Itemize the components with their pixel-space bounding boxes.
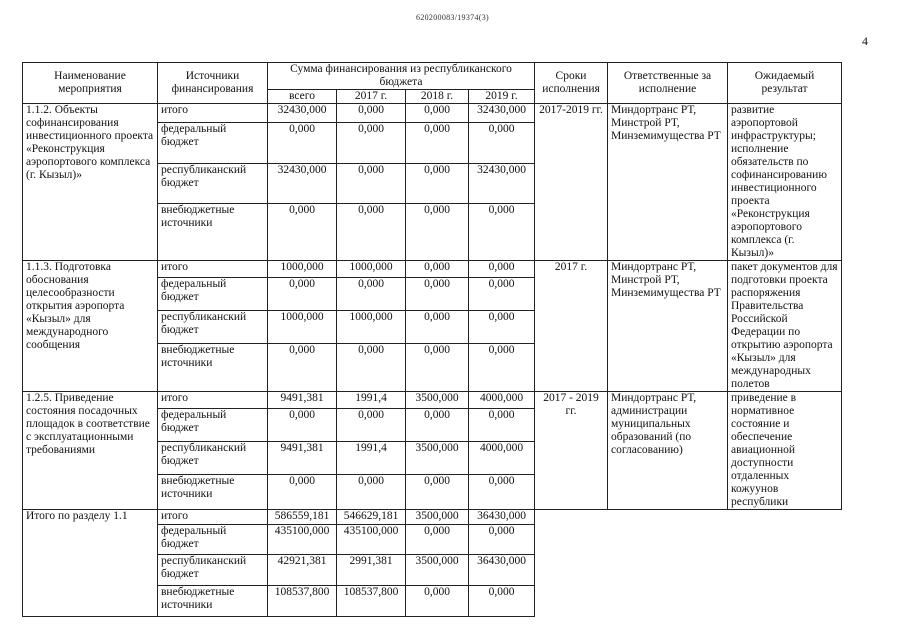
value-2017: 1991,4 (337, 392, 406, 409)
value-total: 0,000 (268, 474, 337, 509)
header-2017: 2017 г. (337, 90, 406, 104)
value-total: 1000,000 (268, 261, 337, 278)
item-responsible: Миндортранс РТ, Минстрой РТ, Минземимущества РТ (608, 261, 728, 392)
value-2019: 4000,000 (469, 392, 535, 409)
empty-cell (535, 510, 842, 617)
value-total: 42921,381 (268, 555, 337, 586)
value-2018: 0,000 (406, 409, 469, 442)
item-terms: 2017-2019 гг. (535, 104, 608, 261)
value-2017: 1000,000 (337, 310, 406, 343)
summary-name: Итого по разделу 1.1 (23, 510, 158, 617)
value-2017: 435100,000 (337, 525, 406, 555)
value-total: 1000,000 (268, 310, 337, 343)
header-name: Наименование мероприятия (23, 63, 158, 104)
source-label: итого (158, 261, 268, 278)
table-row (23, 261, 842, 278)
item-responsible: Миндортранс РТ, администрации муниципальных образований (по согласованию) (608, 392, 728, 510)
value-total: 32430,000 (268, 163, 337, 203)
item-name: 1.2.5. Приведение состояния посадочных площадок в соответствие с эксплуатационными требованиями (23, 392, 158, 510)
value-2017: 0,000 (337, 163, 406, 203)
value-2017: 0,000 (337, 474, 406, 509)
header-2019: 2019 г. (469, 90, 535, 104)
value-total: 0,000 (268, 277, 337, 310)
source-label: внебюджетные источники (158, 586, 268, 617)
value-2017: 0,000 (337, 277, 406, 310)
value-2019: 32430,000 (469, 104, 535, 123)
funding-table (22, 62, 842, 617)
source-label: республиканский бюджет (158, 555, 268, 586)
source-label: республиканский бюджет (158, 441, 268, 474)
value-2019: 0,000 (469, 525, 535, 555)
value-2017: 1991,4 (337, 441, 406, 474)
document-id: 620200083/19374(3) (416, 13, 489, 22)
source-label: федеральный бюджет (158, 409, 268, 442)
value-2019: 36430,000 (469, 510, 535, 525)
value-2019: 0,000 (469, 409, 535, 442)
value-2018: 0,000 (406, 123, 469, 163)
value-total: 9491,381 (268, 441, 337, 474)
value-total: 0,000 (268, 203, 337, 260)
value-2019: 36430,000 (469, 555, 535, 586)
item-terms: 2017 - 2019 гг. (535, 392, 608, 510)
value-2018: 3500,000 (406, 441, 469, 474)
value-total: 435100,000 (268, 525, 337, 555)
item-terms: 2017 г. (535, 261, 608, 392)
source-label: федеральный бюджет (158, 525, 268, 555)
value-2018: 0,000 (406, 310, 469, 343)
value-2017: 108537,800 (337, 586, 406, 617)
source-label: итого (158, 392, 268, 409)
table-row (23, 104, 842, 123)
value-2017: 546629,181 (337, 510, 406, 525)
page-number: 4 (862, 34, 868, 48)
source-label: федеральный бюджет (158, 277, 268, 310)
header-terms: Сроки исполнения (535, 63, 608, 104)
value-2017: 0,000 (337, 104, 406, 123)
source-label: итого (158, 510, 268, 525)
item-result: пакет документов для подготовки проекта распоряжения Правительства Российской Федерации по открытию аэропорта «Кызыл» для международных полетов (728, 261, 842, 392)
header-funding: Сумма финансирования из республиканского бюджета (268, 63, 535, 90)
value-2018: 0,000 (406, 343, 469, 391)
value-2018: 3500,000 (406, 392, 469, 409)
value-2018: 0,000 (406, 203, 469, 260)
value-2019: 0,000 (469, 203, 535, 260)
table-row (23, 392, 842, 409)
source-label: внебюджетные источники (158, 203, 268, 260)
value-2019: 0,000 (469, 474, 535, 509)
value-total: 9491,381 (268, 392, 337, 409)
value-2017: 2991,381 (337, 555, 406, 586)
value-2018: 3500,000 (406, 555, 469, 586)
value-total: 108537,800 (268, 586, 337, 617)
value-2017: 1000,000 (337, 261, 406, 278)
value-2017: 0,000 (337, 123, 406, 163)
value-2018: 0,000 (406, 525, 469, 555)
header-total: всего (268, 90, 337, 104)
value-2017: 0,000 (337, 409, 406, 442)
value-2018: 0,000 (406, 586, 469, 617)
value-2019: 32430,000 (469, 163, 535, 203)
value-2019: 0,000 (469, 343, 535, 391)
source-label: республиканский бюджет (158, 310, 268, 343)
source-label: федеральный бюджет (158, 123, 268, 163)
item-name: 1.1.3. Подготовка обоснования целесообразности открытия аэропорта «Кызыл» для международного сообщения (23, 261, 158, 392)
source-label: внебюджетные источники (158, 343, 268, 391)
item-result: развитие аэропортовой инфраструктуры; исполнение обязательств по софинансированию инвестиционного проекта «Реконструкция аэропортового комплекса (г. Кызыл)» (728, 104, 842, 261)
header-2018: 2018 г. (406, 90, 469, 104)
value-2018: 0,000 (406, 163, 469, 203)
value-total: 586559,181 (268, 510, 337, 525)
value-2019: 0,000 (469, 123, 535, 163)
header-result: Ожидаемый результат (728, 63, 842, 104)
header-sources: Источники финансирования (158, 63, 268, 104)
value-2017: 0,000 (337, 203, 406, 260)
value-2018: 0,000 (406, 474, 469, 509)
source-label: республиканский бюджет (158, 163, 268, 203)
item-result: приведение в нормативное состояние и обеспечение авиационной доступности отдаленных кожуунов республики (728, 392, 842, 510)
value-2017: 0,000 (337, 343, 406, 391)
item-responsible: Миндортранс РТ, Минстрой РТ, Минземимущества РТ (608, 104, 728, 261)
value-2018: 0,000 (406, 104, 469, 123)
value-2018: 0,000 (406, 261, 469, 278)
value-2019: 4000,000 (469, 441, 535, 474)
value-2019: 0,000 (469, 586, 535, 617)
value-2018: 3500,000 (406, 510, 469, 525)
table-row (23, 510, 842, 525)
header-responsible: Ответственные за исполнение (608, 63, 728, 104)
value-total: 0,000 (268, 409, 337, 442)
source-label: итого (158, 104, 268, 123)
value-2019: 0,000 (469, 277, 535, 310)
item-name: 1.1.2. Объекты софинансирования инвестиционного проекта «Реконструкция аэропортового комплекса (г. Кызыл)» (23, 104, 158, 261)
value-total: 0,000 (268, 123, 337, 163)
value-total: 32430,000 (268, 104, 337, 123)
value-total: 0,000 (268, 343, 337, 391)
source-label: внебюджетные источники (158, 474, 268, 509)
value-2019: 0,000 (469, 261, 535, 278)
value-2018: 0,000 (406, 277, 469, 310)
value-2019: 0,000 (469, 310, 535, 343)
